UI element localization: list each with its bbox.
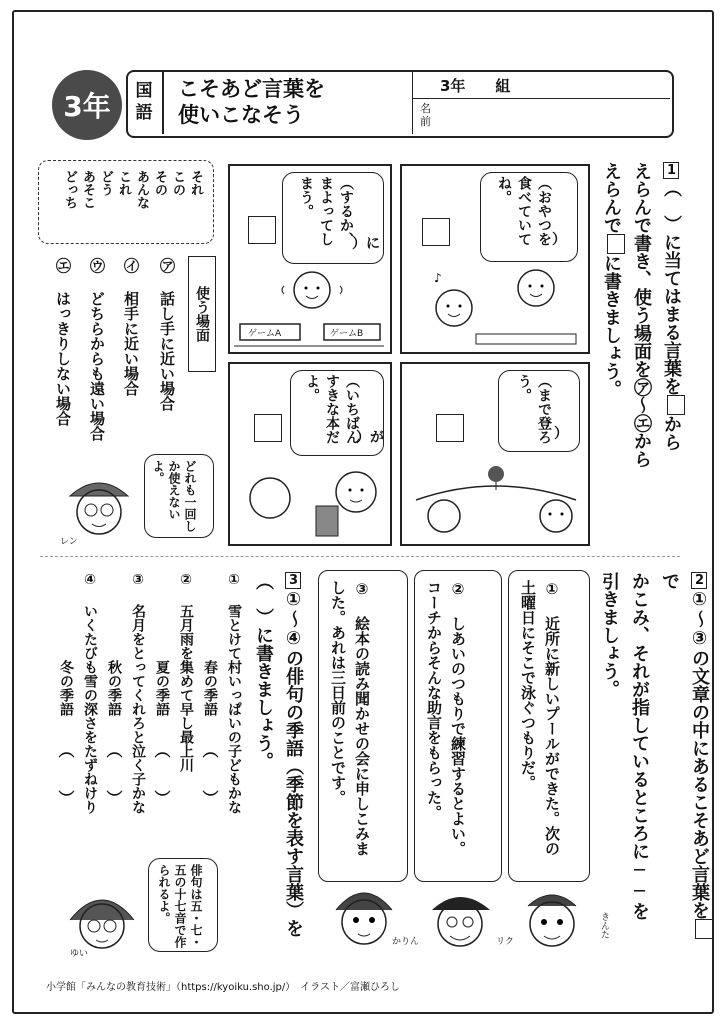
haiku-2-answer[interactable]: （ ） [152,742,171,806]
sentence-3: ③ 絵本の読み聞かせの会に申しこみました。あれは三日前のことです。 [329,580,371,856]
word-5: これ [116,170,131,196]
bubble-4-close: ）が [356,430,384,446]
svg-text:♪: ♪ [434,271,442,285]
q1-number: 1 [664,163,679,178]
riku-character-icon [420,880,502,956]
grade-badge: 3年 [52,70,122,140]
class-field[interactable]: 3年 組 [440,77,511,95]
bubble-3-close: ） [554,426,568,442]
game-b-label: ゲームB [330,329,364,339]
name-field-label: 名前 [420,102,431,128]
footer-credit: 小学館「みんなの教育技術」（https://kyoiku.sho.jp/） イラスト／富瀬ひろし [46,982,400,993]
haiku-3: ③ 名月をとってくれろと泣く子かな [130,572,146,814]
q2-number: 2 [692,573,707,588]
title-line-2: 使いこなそう [178,103,304,127]
word-2: この [170,170,185,196]
word-8: どっち [62,170,77,209]
subject-bottom: 語 [135,103,153,123]
haiku-1-season: 春の季語 [202,660,218,716]
q2-line1a: ①～③の文章の中にあるこそあど言葉を [689,589,710,919]
name-divider [412,98,670,99]
q2-line2: かこみ、それが指しているところに──を [629,572,650,920]
answer-box-4[interactable] [254,414,282,442]
q1-line1b: から [661,415,682,451]
kinta-name: きんた [599,912,609,939]
answer-box-3[interactable] [436,414,464,442]
usage-title: 使う場面 [188,256,216,372]
haiku-3-answer[interactable]: （ ） [104,742,123,806]
sentence-2: ② しあいのつもりで練習するとよい。コーチからそんな助言をもらった。 [425,580,467,856]
q2-line1b: で [659,572,680,590]
q3-line2: （ ）に書きましょう。 [253,572,274,770]
answer-box-2[interactable] [248,216,276,244]
subject-top: 国 [135,81,153,101]
q3-line1: ①～④の俳句の季語（季節を表す言葉）を [283,589,304,937]
subject-label [126,70,164,134]
bubble-1-close: ） [552,232,566,248]
q1-line3a: えらんで [601,162,622,234]
q1-line3b: に書きましょう。 [601,254,622,398]
haiku-1: ① 雪とけて村いっぱいの子どもかな [226,572,242,814]
word-1: それ [188,170,203,196]
usage-d: ㋓ はっきりしない場合 [54,258,72,426]
answer-box-1[interactable] [422,218,450,246]
ren-speech-text: どれも一回しか使えないよ。 [151,460,197,532]
usage-b: ㋑ 相手に近い場合 [122,258,140,396]
bubble-4-text: （いちばんすきな本だよ。 [304,374,360,444]
sentence-1: ① 近所に新しいプールができた。次の土曜日にそこで泳ぐつもりだ。 [519,580,561,856]
yui-speech-text: 俳句は五・七・五の十七音で作られるよ。 [157,864,203,948]
q1-line2: えらんで書き、使う場面を㋐～㋓から [631,162,652,468]
title-line-1: こそあど言葉を [178,77,325,101]
bubble-3-text: （まで登ろう。 [516,374,552,444]
bubble-2-text: （するか、まよってしまう。 [298,176,354,246]
haiku-2-season: 夏の季語 [154,660,170,716]
comic-panel-3 [400,362,590,546]
word-4: あんな [134,170,149,209]
comic-panel-2 [228,164,392,354]
bubble-1-text: （おやつを食べていてね。 [496,176,552,246]
yui-name: ゆい [70,949,89,959]
word-box-icon [667,395,685,415]
kids-snack-illustration [410,262,580,350]
circle-box-icon [695,919,713,939]
word-6: どう [98,170,113,196]
word-3: その [152,170,167,196]
comic-panel-1 [400,164,590,354]
q2-instructions [594,572,714,952]
comic-panel-4 [228,362,392,546]
haiku-3-season: 秋の季語 [106,660,122,716]
haiku-2: ② 五月雨を集めて早し最上川 [178,572,194,772]
karin-name: かりん [392,937,420,947]
section-divider [40,556,680,557]
ren-name: レン [60,537,78,547]
q2-line3: 引きましょう。 [599,572,620,698]
usage-c: ㋒ どちらからも遠い場合 [88,258,106,441]
usage-a: ㋐ 話し手に近い場合 [158,258,176,411]
haiku-1-answer[interactable]: （ ） [200,742,219,806]
page-title [178,76,325,128]
haiku-4: ④ いくたびも雪の深さをたずねけり [82,572,98,814]
bubble-2-close: ）に [352,236,380,252]
q3-number: 3 [286,573,301,588]
hill-hike-illustration [406,456,584,542]
haiku-4-answer[interactable]: （ ） [56,742,75,806]
q1-instructions [596,162,686,542]
answer-box-icon [607,234,625,254]
word-7: あそこ [80,170,95,209]
q3-instructions [248,572,308,952]
kinta-character-icon [514,880,590,956]
game-a-label: ゲームA [248,329,282,339]
q1-line1a: （ ）に当てはまる言葉を [661,179,682,395]
haiku-4-season: 冬の季語 [58,660,74,716]
riku-name: リク [496,937,514,947]
book-kids-illustration [234,458,386,542]
